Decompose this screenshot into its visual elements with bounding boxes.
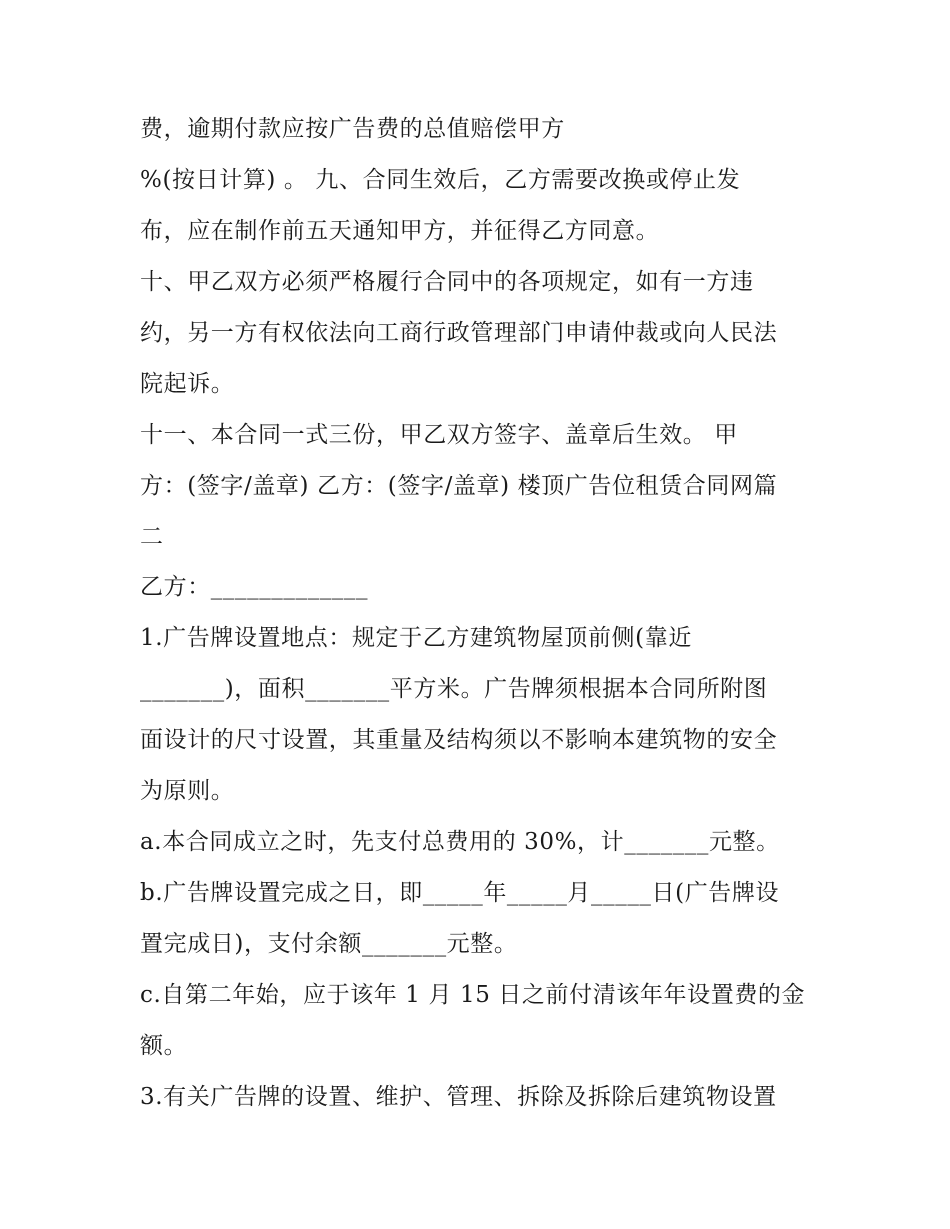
- text-line: 置完成日)，支付余额_______元整。: [140, 931, 518, 957]
- text-line: 院起诉。: [140, 371, 235, 397]
- text-line: 费，逾期付款应按广告费的总值赔偿甲方: [140, 116, 565, 142]
- text-line: 为原则。: [140, 778, 235, 804]
- text-line: 约，另一方有权依法向工商行政管理部门申请仲裁或向人民法: [140, 320, 778, 346]
- text-line: 额。: [140, 1033, 188, 1059]
- text-line: 二: [140, 524, 164, 550]
- text-line: a.本合同成立之时，先支付总费用的 30%，计_______元整。: [140, 829, 780, 855]
- text-line: b.广告牌设置完成之日，即_____年_____月_____日(广告牌设: [140, 880, 780, 906]
- text-line: 面设计的尺寸设置，其重量及结构须以不影响本建筑物的安全: [140, 727, 778, 753]
- text-line: 3.有关广告牌的设置、维护、管理、拆除及拆除后建筑物设置: [140, 1084, 777, 1110]
- text-line: 十、甲乙双方必须严格履行合同中的各项规定，如有一方违: [140, 269, 754, 295]
- text-line: 乙方：_____________: [140, 574, 369, 600]
- text-line: 1.广告牌设置地点：规定于乙方建筑物屋顶前侧(靠近: [140, 625, 692, 651]
- text-line: 十一、本合同一式三份，甲乙双方签字、盖章后生效。 甲: [140, 422, 738, 448]
- text-line: _______)，面积_______平方米。广告牌须根据本合同所附图: [140, 676, 768, 702]
- text-line: 布，应在制作前五天通知甲方，并征得乙方同意。: [140, 218, 660, 244]
- text-line: 方：(签字/盖章) 乙方：(签字/盖章) 楼顶广告位租赁合同网篇: [140, 473, 778, 499]
- text-line: c.自第二年始，应于该年 1 月 15 日之前付清该年年设置费的金: [140, 982, 806, 1008]
- text-line: %(按日计算) 。 九、合同生效后，乙方需要改换或停止发: [140, 167, 741, 193]
